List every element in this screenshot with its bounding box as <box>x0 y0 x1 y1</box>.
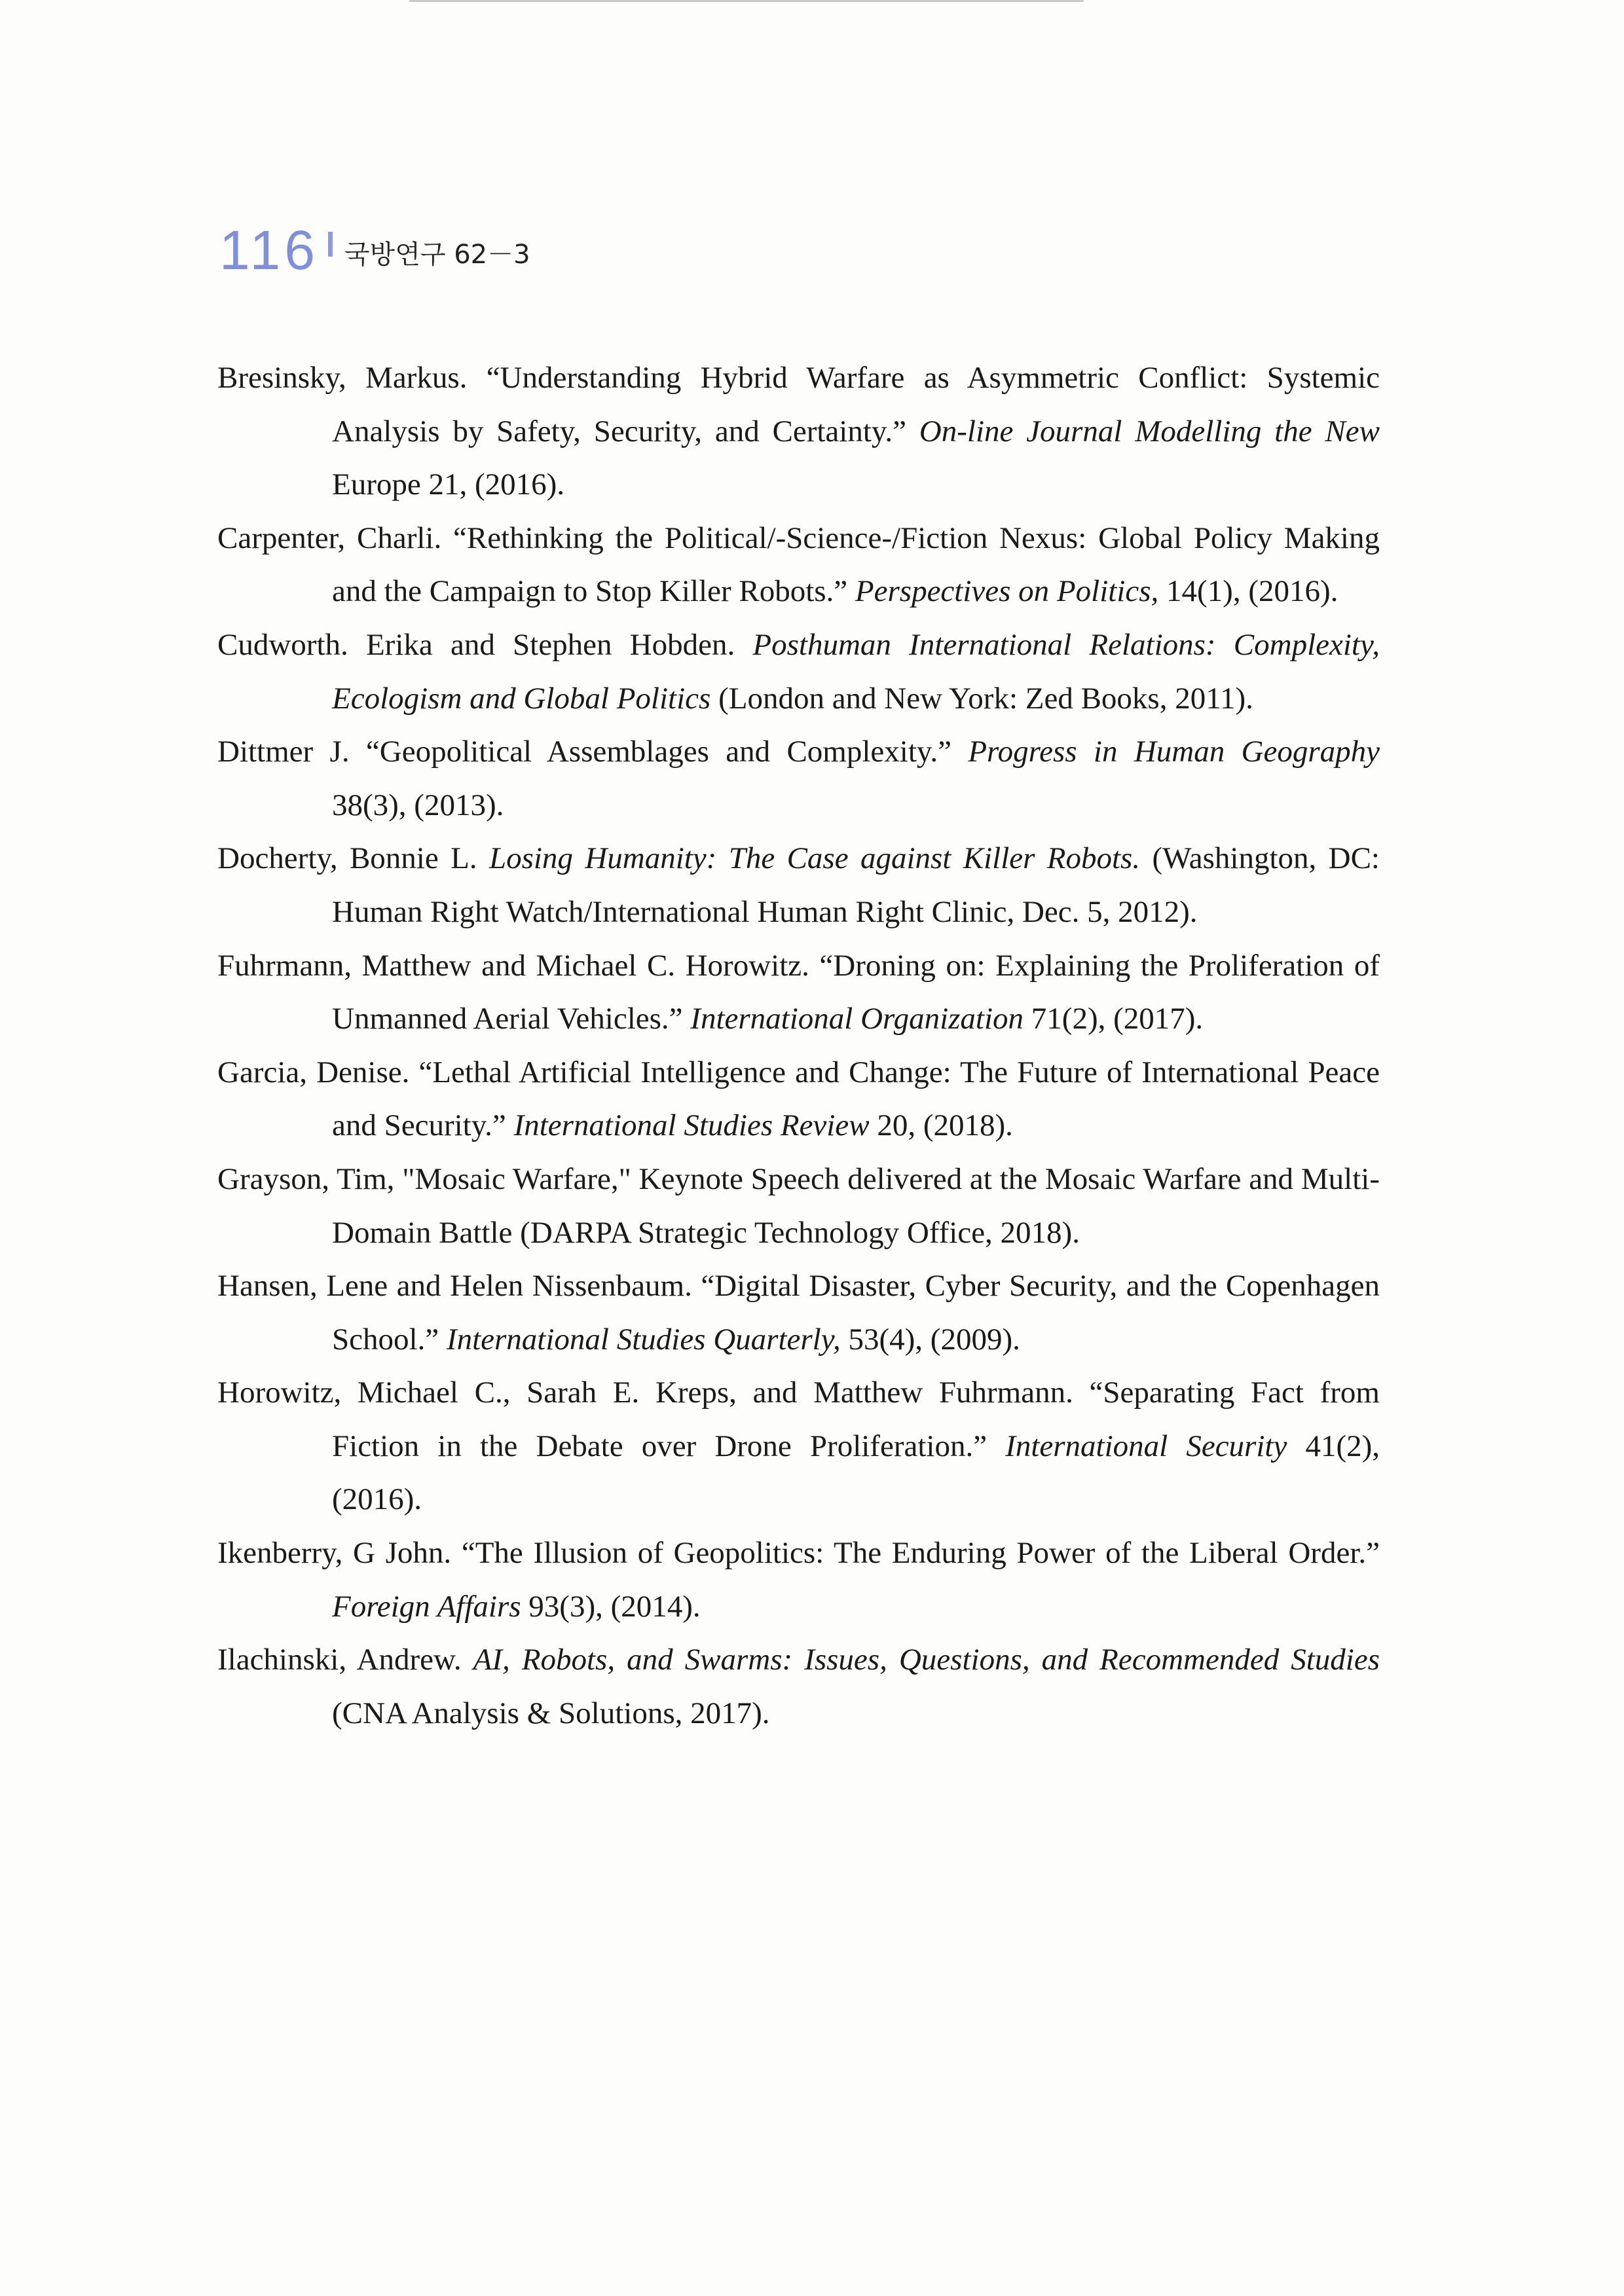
reference-text: (CNA Analysis & Solutions, 2017). <box>332 1696 770 1730</box>
reference-source-title: Losing Humanity: The Case against Killer Robots. <box>489 841 1141 876</box>
reference-text: 20, (2018). <box>869 1108 1013 1143</box>
scan-edge-line <box>409 0 1084 2</box>
reference-text: (London and New York: Zed Books, 2011). <box>710 681 1253 716</box>
reference-text: 14(1), (2016). <box>1158 574 1338 609</box>
reference-entry <box>217 939 1380 1046</box>
reference-entry <box>217 619 1380 725</box>
reference-source-title: International Security <box>1005 1429 1287 1463</box>
reference-text: Grayson, Tim, "Mosaic Warfare," Keynote Speech delivered at the Mosaic Warfare and Multi-Domain Battle (DARPA Strategic Technology Office, 2018). <box>217 1161 1380 1250</box>
reference-entry <box>217 832 1380 939</box>
reference-source-title: On-line Journal Modelling the New <box>919 414 1380 448</box>
reference-list <box>217 352 1380 1740</box>
page-number: 116 <box>219 219 319 281</box>
reference-source-title: International Studies Quarterly, <box>446 1322 841 1357</box>
reference-source-title: International Organization <box>690 1002 1024 1036</box>
reference-source-title: Progress in Human Geography <box>968 735 1380 769</box>
reference-text: Ikenberry, G John. “The Illusion of Geopolitics: The Enduring Power of the Liberal Order.” <box>217 1536 1380 1571</box>
reference-text: (Washington, DC: Human Right Watch/International Human Right Clinic, Dec. 5, 2012). <box>332 841 1380 929</box>
reference-text: Carpenter, Charli. “Rethinking the Political/-Science-/Fiction Nexus: Global Policy Making and the Campaign to Stop Killer Robots.” <box>217 520 1380 609</box>
reference-source-title: International Studies Review <box>513 1108 870 1143</box>
reference-text: 93(3), (2014). <box>521 1589 701 1624</box>
journal-title: 국방연구 62－3 <box>344 240 530 270</box>
reference-text: Garcia, Denise. “Lethal Artificial Intelligence and Change: The Future of International Peace and Security.” <box>217 1055 1380 1143</box>
reference-entry <box>217 1527 1380 1633</box>
reference-text: Cudworth. Erika and Stephen Hobden. <box>217 627 753 662</box>
reference-text: 53(4), (2009). <box>840 1322 1020 1357</box>
header-divider <box>328 232 333 257</box>
reference-source-title: AI, Robots, and Swarms: Issues, Questions, and Recommended Studies <box>473 1643 1380 1677</box>
reference-text: Europe 21, (2016). <box>332 467 565 502</box>
reference-entry <box>217 1633 1380 1740</box>
reference-entry <box>217 1046 1380 1153</box>
reference-source-title: Posthuman International Relations: Complexity, Ecologism and Global Politics <box>332 627 1380 716</box>
reference-text: Fuhrmann, Matthew and Michael C. Horowitz. “Droning on: Explaining the Proliferation of Unmanned Aerial Vehicles.” <box>217 948 1380 1036</box>
reference-entry <box>217 1153 1380 1260</box>
reference-text: 71(2), (2017). <box>1024 1002 1204 1036</box>
reference-entry <box>217 352 1380 512</box>
reference-entry <box>217 725 1380 832</box>
reference-source-title: Perspectives on Politics, <box>855 574 1159 609</box>
reference-text: Horowitz, Michael C., Sarah E. Kreps, and Matthew Fuhrmann. “Separating Fact from Fiction in the Debate over Drone Proliferation.” <box>217 1376 1380 1463</box>
reference-text: Hansen, Lene and Helen Nissenbaum. “Digital Disaster, Cyber Security, and the Copenhagen School.” <box>217 1269 1380 1357</box>
reference-text: 38(3), (2013). <box>332 788 504 822</box>
reference-text: Docherty, Bonnie L. <box>217 841 489 876</box>
reference-source-title: Foreign Affairs <box>332 1589 521 1624</box>
running-header <box>219 219 530 281</box>
reference-text: Bresinsky, Markus. “Understanding Hybrid Warfare as Asymmetric Conflict: Systemic Analysis by Safety, Security, and Certainty.” <box>217 361 1380 448</box>
reference-entry <box>217 1260 1380 1366</box>
reference-entry <box>217 1366 1380 1527</box>
reference-text: Dittmer J. “Geopolitical Assemblages and Complexity.” <box>217 735 969 769</box>
reference-entry <box>217 512 1380 619</box>
reference-text: Ilachinski, Andrew. <box>217 1643 473 1677</box>
reference-text: 41(2), (2016). <box>332 1429 1380 1517</box>
